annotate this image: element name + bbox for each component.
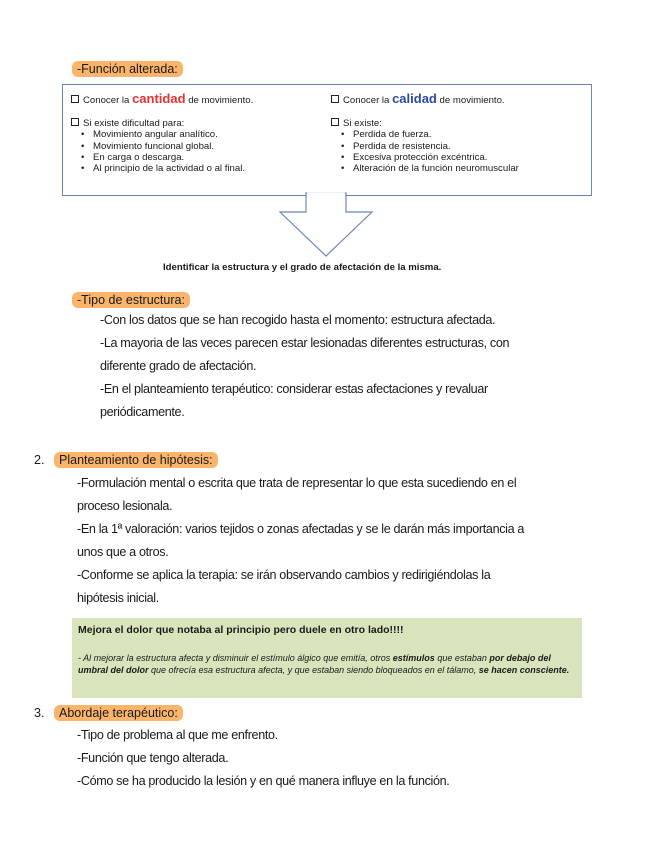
note-body (78, 652, 578, 676)
section3-line: -Cómo se ha producido la lesión y en qué manera influye en la función. (77, 774, 450, 788)
section-funcion-heading (72, 60, 183, 78)
note-title: Mejora el dolor que notaba al principio pero duele en otro lado!!!! (78, 624, 404, 636)
box-left-column (71, 93, 321, 174)
left-heading (71, 93, 321, 106)
planteamiento-label: Planteamiento de hipótesis: (54, 452, 218, 468)
list-item: • Perdida de fuerza. (353, 129, 586, 140)
tipo-line: -La mayoria de las veces parecen estar lesionadas diferentes estructuras, con (100, 336, 510, 350)
right-list (331, 129, 586, 174)
calidad-keyword: calidad (392, 91, 437, 106)
tipo-estructura-label: -Tipo de estructura: (72, 292, 190, 308)
movement-assessment-box (62, 84, 592, 196)
section3-heading (54, 704, 183, 722)
left-heading-post: de movimiento. (188, 95, 254, 106)
section2-line: -Conforme se aplica la terapia: se irán observando cambios y redirigiéndolas la (77, 568, 491, 582)
checkbox-icon (71, 95, 79, 103)
section2-line: unos que a otros. (77, 545, 169, 559)
left-heading-pre: Conocer la (83, 95, 130, 106)
note-bold: estímulos (392, 653, 435, 663)
tipo-line: -En el planteamiento terapéutico: considerar estas afectaciones y revaluar (100, 382, 488, 396)
identificar-caption: Identificar la estructura y el grado de afectación de la misma. (163, 262, 442, 273)
right-heading (331, 93, 586, 106)
note-text: - Al mejorar la estructura afecta y disminuir el estímulo álgico que emitía, otros (78, 653, 393, 663)
funcion-alterada-label: -Función alterada: (72, 61, 183, 77)
tipo-line: diferente grado de afectación. (100, 359, 257, 373)
section2-line: -Formulación mental o escrita que trata de representar lo que esta sucediendo en el (77, 476, 517, 490)
box-right-column (331, 93, 586, 174)
note-bold: se hacen consciente. (478, 665, 570, 675)
right-sub (331, 118, 586, 129)
right-heading-pre: Conocer la (343, 95, 390, 106)
list-item: • Movimiento funcional global. (93, 141, 321, 152)
left-sub-text: Si existe dificultad para: (83, 118, 185, 130)
tipo-line: periódicamente. (100, 405, 185, 419)
list-item: • Perdida de resistencia. (353, 141, 586, 152)
section2-line: -En la 1ª valoración: varios tejidos o zonas afectadas y se le darán más importancia a (77, 522, 525, 536)
section3-line: -Función que tengo alterada. (77, 751, 229, 765)
section3-line: -Tipo de problema al que me enfrento. (77, 728, 278, 742)
checkbox-icon (71, 118, 79, 126)
section3-number: 3. (34, 706, 45, 720)
cantidad-keyword: cantidad (132, 91, 186, 106)
note-text: que ofrecía esa estructura afecta, y que estaban siendo bloqueados en el tálamo, (148, 665, 479, 675)
section-tipo-heading (72, 291, 190, 309)
section2-line: hipótesis inicial. (77, 591, 159, 605)
section2-number: 2. (34, 453, 45, 467)
section2-heading (54, 451, 218, 469)
abordaje-label: Abordaje terapéutico: (54, 705, 183, 721)
down-arrow-icon (278, 192, 374, 258)
checkbox-icon (331, 118, 339, 126)
list-item: • Excesiva protección excéntrica. (353, 152, 586, 163)
note-text: que estaban (434, 653, 490, 663)
tipo-line: -Con los datos que se han recogido hasta el momento: estructura afectada. (100, 313, 496, 327)
list-item: • En carga o descarga. (93, 152, 321, 163)
checkbox-icon (331, 95, 339, 103)
list-item: • Alteración de la función neuromuscular (353, 163, 586, 174)
left-list (71, 129, 321, 174)
section2-line: proceso lesionala. (77, 499, 173, 513)
left-sub (71, 118, 321, 129)
note-box (72, 618, 582, 698)
right-sub-text: Si existe: (343, 118, 382, 130)
right-heading-post: de movimiento. (439, 95, 505, 106)
note-bold: por debajo del umbral del dolor (78, 653, 551, 675)
list-item: • Movimiento angular analítico. (93, 129, 321, 140)
list-item: • Al principio de la actividad o al final. (93, 163, 321, 174)
